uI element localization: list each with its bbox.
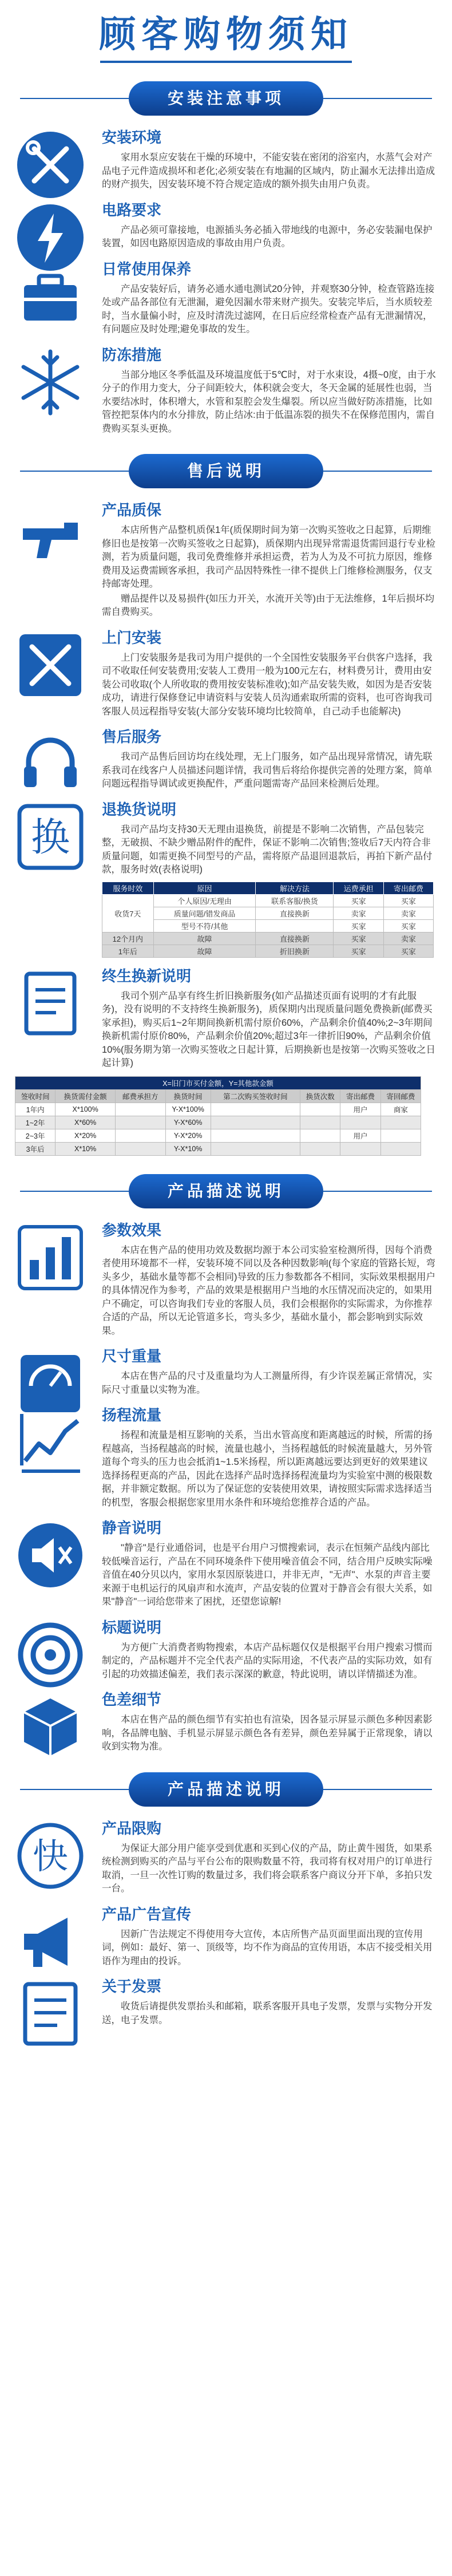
daily-heading: 日常使用保养 bbox=[102, 260, 192, 278]
returns-heading: 退换货说明 bbox=[102, 800, 177, 818]
snowflake-icon bbox=[16, 348, 85, 417]
section-size bbox=[0, 1347, 452, 1397]
flow-heading: 扬程流量 bbox=[102, 1406, 162, 1424]
section-returns bbox=[0, 800, 452, 958]
line-chart-icon bbox=[16, 1408, 85, 1477]
exchange-icon bbox=[16, 803, 85, 871]
page-title: 顾客购物须知 bbox=[99, 14, 353, 55]
returns-th: 原因 bbox=[153, 882, 256, 894]
table-row: 12个月内 故障 直接换新 买家 卖家 bbox=[102, 932, 434, 945]
bars-icon bbox=[16, 1223, 85, 1292]
section-service bbox=[0, 728, 452, 791]
params-text: 本店在售产品的使用功效及数据均源于本公司实验室检测所得，因每个消费者使用环境都不一样，安装环境不同以及各种因数影响(每个家庭的管路长短，弯头多少，基础水量等都不会相同)导致的压力参数都各不相同，实际效果根据用户的具体情况作为参考，产品的效果是根据用户当地的水压情况而决定的，如果用户不确定，可以咨询我们专业的客服人员，我们会根据你的实际需求，为你推荐合适的产品，所以无论管道多长，弯头多少，基础水量小，都会影响到实际效果。 bbox=[102, 1244, 435, 1336]
frost-heading: 防冻措施 bbox=[102, 346, 162, 364]
power-heading: 电路要求 bbox=[102, 201, 162, 219]
svg-text:快: 快 bbox=[32, 1835, 69, 1877]
daily-text: 产品安装好后，请务必通水通电测试20分钟，并观察30分钟，检查管路连接处或产品各部位有无泄漏，避免因漏水带来财产损失。安装完毕后，当水质较差时，当水量偏小时，应及时清洗过滤网，在日后应经常检查产品有无泄漏情况，有问题应及时处理;避免事故的发生。 bbox=[102, 283, 435, 334]
section-lifetime bbox=[0, 967, 452, 1156]
size-text: 本店在售产品的尺寸及重量均为人工测量所得，有少许误差属正常情况，实际尺寸重量以实物为准。 bbox=[102, 1371, 433, 1395]
section-params bbox=[0, 1221, 452, 1338]
quality-text-1: 本店所售产品整机质保1年(质保期时间为第一次购买签收之日起算，后期维修旧也是按第一次购买签收之日起算)，质保期内出现异常需退货需回退行专业检测，若为质量问题，我司免费维修并承担运费，若为人为及不可抗力原因，维修费用及运费需顾客承担，我司产品因特殊性一律不提供上门维修检测服务，仅支持邮寄处理。 bbox=[102, 525, 435, 589]
table-row: 1年内 X*100% Y-X*100% 用户 商家 bbox=[15, 1103, 421, 1116]
table-row: 质量问题/错发商品 直接换新 卖家 卖家 bbox=[102, 907, 434, 919]
returns-th: 服务时效 bbox=[102, 882, 154, 894]
banner-after: 售后说明 bbox=[129, 454, 323, 488]
returns-th: 解决方法 bbox=[256, 882, 334, 894]
returns-table bbox=[102, 882, 434, 958]
cube-icon bbox=[16, 1693, 85, 1761]
invoice-heading: 关于发票 bbox=[102, 1978, 162, 1995]
section-frost bbox=[0, 346, 452, 436]
noise-text: "静音"是行业通俗词，也是平台用户习惯搜索词，表示在恒频产品线内部比较低噪音运行，产品在不同环境条件下使用噪音值会不同，结合用户反映实际噪音值在40分贝以内，家用水泵因原装进口，并非无声，"无声"、水泵的声音主要来源于电机运行的风扇声和水流声，产品安装的位置对于静音会有很大关系，如果"静音"一词给您带来了困扰，还望您谅解! bbox=[102, 1543, 433, 1607]
section-noise bbox=[0, 1519, 452, 1609]
color-heading: 色差细节 bbox=[102, 1691, 162, 1708]
size-heading: 尺寸重量 bbox=[102, 1348, 162, 1365]
section-flow bbox=[0, 1406, 452, 1510]
section-color bbox=[0, 1690, 452, 1754]
env-text: 家用水泵应安装在干燥的环境中，不能安装在密闭的浴室内，水蒸气会对产品电子元件造成损坏和老化;必须安装在有地漏的区域内，防止漏水无法排出造成的财产损失，因安装环境不符合规定造成的额外损失由用户负责。 bbox=[102, 152, 435, 189]
lifetime-heading: 终生换新说明 bbox=[102, 967, 192, 985]
document-icon bbox=[16, 969, 85, 1038]
svg-text:换: 换 bbox=[30, 815, 70, 860]
flow-text: 扬程和流量是相互影响的关系，当出水管高度和距离越远的时候，所需的扬程越高，当扬程越高的时候，流量也越小，当扬程越低的时候流量越大，另外管道每个弯头的压力也会抵消1~1.5米扬程，所以距离越远要达到更好的效果建议选择扬程更高的产品，因此在选择产品时选择扬程流量均为实验室中测的极限数据，并非额定数据。所以为了保证您的安装使用效果，请按照实际需求选择适当的机型，客服会根据您家里用水条件和环境给您推荐合适的产品。 bbox=[102, 1430, 433, 1508]
limit-heading: 产品限购 bbox=[102, 1819, 162, 1837]
section-invoice bbox=[0, 1977, 452, 2027]
env-heading: 安装环境 bbox=[102, 129, 162, 146]
section-ad bbox=[0, 1905, 452, 1969]
banner-product: 产品描述说明 bbox=[129, 1174, 323, 1208]
noise-heading: 静音说明 bbox=[102, 1519, 162, 1536]
section-power bbox=[0, 201, 452, 251]
frost-text: 当部分地区冬季低温及环境温度低于5℃时，对于水束设，4摄~0度，由于水分子的作用力变大，分子间距较大，体积就会变大，冬天金属的延展性也弱，当水要结冰时，体积增大，水管和泵腔会发生爆裂。所以应当做好防冻措施，比如管控把泵体内的水分排放，防止结冰:由于低温冻裂的损失不在保修范围内，需自费购买泵头更换。 bbox=[102, 369, 436, 434]
limit-text: 为保证大部分用户能享受到优惠和买到心仪的产品，防止黄牛囤货，如果系统检测到购买的产品与平台公布的限购数量不符，我司将有权对用户的订单进行取消，一旦一次性订购的数量过多，我们将会联系客户商议分开下单，多拍只发一台。 bbox=[102, 1843, 433, 1894]
table-row: 3年后 X*10% Y-X*10% bbox=[15, 1142, 421, 1155]
target-icon bbox=[16, 1621, 85, 1689]
invoice-icon bbox=[16, 1980, 85, 2048]
returns-th: 运费承担 bbox=[334, 882, 383, 894]
table-row: 2~3年 X*20% Y-X*20% 用户 bbox=[15, 1129, 421, 1142]
quality-heading: 产品质保 bbox=[102, 501, 162, 519]
table-row: 1年后 故障 折旧换新 买家 买家 bbox=[102, 945, 434, 957]
section-daily bbox=[0, 260, 452, 337]
table-row: 1~2年 X*60% Y-X*60% bbox=[15, 1116, 421, 1129]
service-heading: 售后服务 bbox=[102, 728, 162, 745]
params-heading: 参数效果 bbox=[102, 1221, 162, 1239]
table-row: 型号不符/其他 买家 买家 bbox=[102, 919, 434, 932]
ad-heading: 产品广告宣传 bbox=[102, 1905, 192, 1923]
lifetime-table: X=旧门市买付金额，Y=其他款金额 签收时间 换货需付金额 邮费承担方 换货时间 第二次购买签收时间 换货次数 寄出邮费 寄回邮费 1年内 X*100% Y-X*100% 用户 商家 1~2年 X*60% Y-X*60% 2~3年 X*20% Y-X*20% 用户 3年后 X*10% Y-X*10% bbox=[15, 1076, 421, 1156]
lifetime-text: 我司个别产品享有终生折旧换新服务(如产品描述页面有说明的才有此服务)，没有说明的不支持终生换新服务)，质保期内出现质量问题免费换新(邮费买家承担)，购买后1~2年期间换新机需付原价60%，产品剩余价值40%;2~3年期间换新机需付原价80%，产品剩余价值20%;超过3年一律折旧90%，产品剩余价值10%(服务期为第一次购买签收之日起计算，后期换新也是按第一次购买签收之日起计算) bbox=[102, 990, 436, 1068]
service-text: 我司产品售后回访均在线处理，无上门服务，如产品出现异常情况，请先联系我司在线客户人员描述问题详情，我司售后将给你提供完善的处理方案，简单问题远程指导调试或更换配件，严重问题需寄产品回来检测后处理。 bbox=[102, 752, 433, 789]
power-text: 产品必须可靠接地，电源插头务必插入带地线的电源中，务必安装漏电保护装置，如因电路原因造成的事故由用户负责。 bbox=[102, 224, 433, 248]
color-text: 本店在售产品的颜色细节有实拍也有渲染，因各显示屏显示颜色多种因素影响，各品牌电脑、手机显示屏显示颜色各有差异，颜色差异属于正常现象，请以收到实物为准。 bbox=[102, 1714, 433, 1752]
invoice-text: 收货后请提供发票抬头和邮箱，联系客服开具电子发票，发票与实物分开发送，电子发票。 bbox=[102, 2001, 433, 2025]
quality-text-2: 赠品提件以及易损件(如压力开关，水流开关等)由于无法维修，1年后损坏均需自费购买。 bbox=[102, 593, 435, 617]
section-onsite bbox=[0, 629, 452, 719]
toolbox-icon bbox=[16, 262, 85, 331]
title-underline bbox=[100, 61, 352, 63]
table-row: 收货7天 个人原因/无理由 联系客服/换货 买家 买家 bbox=[102, 894, 434, 907]
onsite-text: 上门安装服务是我司为用户提供的一个全国性安装服务平台供客户选择，我司不收取任何安装费用;安装人工费用一般为100元左右，材料费另计，费用由安装公司收取(个人所收取的费用按安装标准收);如产品安装失败，如因为是否安装成功，请进行保修登记申请资料与安装人员沟通索取所需的资料，也可咨询我司客服人员远程指导安装(大部分安装环境均比较简单，自己动手也能解决) bbox=[102, 652, 433, 717]
limit-icon bbox=[16, 1822, 85, 1890]
section-quality bbox=[0, 501, 452, 619]
section-titles bbox=[0, 1618, 452, 1682]
section-env bbox=[0, 128, 452, 192]
install-tools-icon bbox=[16, 631, 85, 700]
returns-text: 我司产品均支持30天无理由退换货，前提是不影响二次销售，产品包装完整，无破损、不缺少赠品附件的配件，保证不影响二次销售;签收后7天内符合非质量问题，如需更换不同型号的产品，需将原产品退回退款后，再拍下新产品付款，服务时效(表格说明) bbox=[102, 824, 433, 875]
mute-icon bbox=[16, 1521, 85, 1590]
onsite-heading: 上门安装 bbox=[102, 629, 162, 646]
titles-text: 为方便广大消费者购物搜索，本店产品标题仅仅是根据平台用户搜索习惯而制定的，产品标题并不完全代表产品的实际用途，不代表产品的实际功效，如有引起的功效描述偏差，我们表示深深的歉意，特此说明，请以详情描述为准。 bbox=[102, 1642, 433, 1680]
ad-text: 因新广告法规定不得使用夸大宣传，本店所售产品页面里面出现的宣传用词，例如：最好、第一、顶级等，均不作为商品的宣传用语，本店不接受相关用语作为理由的投诉。 bbox=[102, 1929, 433, 1966]
water-gun-icon bbox=[16, 503, 85, 572]
wrench-screwdriver-icon bbox=[16, 131, 85, 199]
returns-th: 寄出邮费 bbox=[383, 882, 433, 894]
banner-product-2: 产品描述说明 bbox=[129, 1772, 323, 1807]
headset-icon bbox=[16, 730, 85, 799]
titles-heading: 标题说明 bbox=[102, 1618, 162, 1636]
megaphone-icon bbox=[16, 1907, 85, 1976]
section-limit bbox=[0, 1819, 452, 1896]
banner-install: 安装注意事项 bbox=[129, 81, 323, 116]
